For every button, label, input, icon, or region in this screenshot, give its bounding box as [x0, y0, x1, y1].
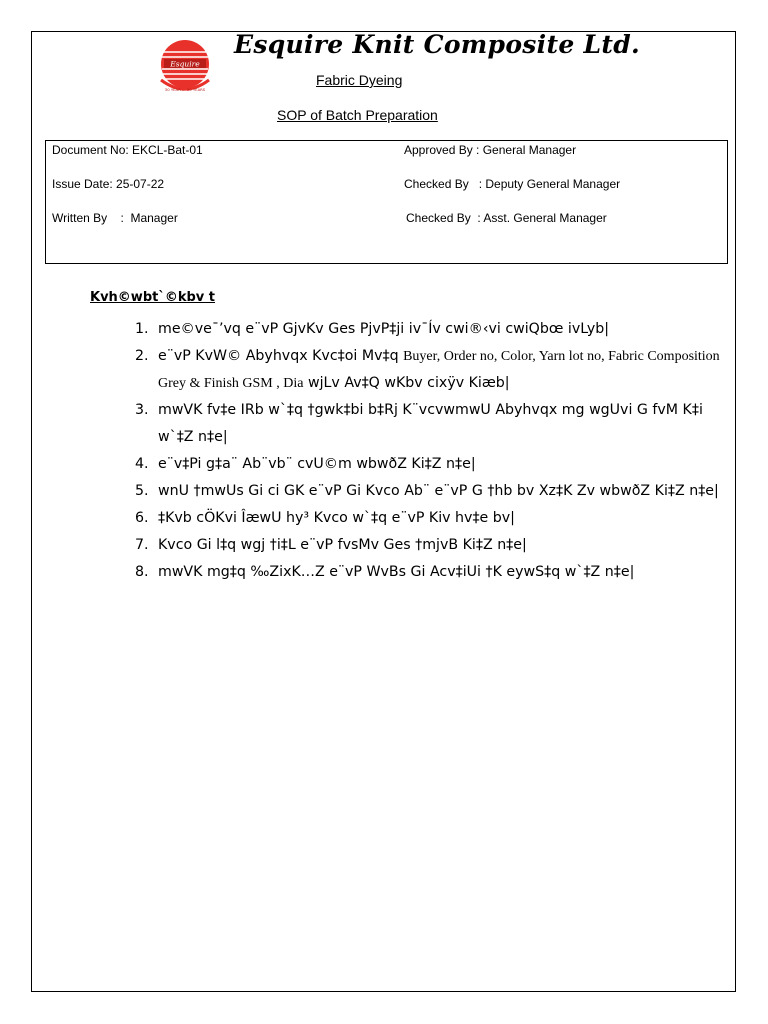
company-name: Esquire Knit Composite Ltd.: [234, 30, 641, 59]
procedure-step: [135, 316, 725, 343]
step-number: 1.: [135, 321, 149, 337]
step-number: 5.: [135, 483, 149, 499]
document-title: SOP of Batch Preparation: [277, 107, 438, 123]
step-number: 6.: [135, 510, 149, 526]
checked-by-asst: Checked By : Asst. General Manager: [406, 211, 607, 225]
document-number: Document No: EKCL-Bat-01: [52, 143, 203, 157]
step-number: 4.: [135, 456, 149, 472]
procedure-step: [135, 451, 725, 478]
issue-date: Issue Date: 25-07-22: [52, 177, 165, 191]
step-text: me©ve¯’vq e¨vP GjvKv Ges PjvP‡ji iv¯Ív cwi®‹vi cwiQbœ ivLyb|: [158, 321, 609, 337]
company-logo-icon: [155, 38, 215, 94]
procedure-step: [135, 397, 725, 451]
procedure-step: [135, 478, 725, 505]
procedure-list: [135, 316, 725, 586]
logo-ring-text: 30 YEAR ... 30 YEARS: [164, 87, 206, 92]
step-text: wnU †mwUs Gi ci GK e¨vP Gi Kvco Ab¨ e¨vP G †hb bv Xz‡K Zv wbwðZ Ki‡Z n‡e|: [158, 483, 719, 499]
step-text-english: Buyer, Order no, Color, Yarn lot no, Fabric Composition Grey & Finish GSM , Dia: [158, 349, 720, 391]
step-number: 3.: [135, 402, 149, 418]
step-number: 8.: [135, 564, 149, 580]
step-text: e¨vP KvW© Abyhvqx Kvc‡oi Mv‡q: [158, 348, 404, 364]
procedure-step: [135, 505, 725, 532]
procedure-step: [135, 559, 725, 586]
procedure-step: [135, 343, 725, 397]
step-number: 2.: [135, 348, 149, 364]
step-text: wjLv Av‡Q wKbv cixÿv Kiæb|: [303, 375, 510, 391]
checked-by-deputy: Checked By : Deputy General Manager: [404, 177, 621, 191]
procedure-heading: Kvh©wbt`©kbv t: [90, 290, 215, 305]
department-subtitle: Fabric Dyeing: [316, 72, 403, 88]
step-text: mwVK mg‡q ‰ZixK…Z e¨vP WvBs Gi Acv‡iUi †K eywS‡q w`‡Z n‡e|: [158, 564, 635, 580]
step-text: mwVK fv‡e IRb w`‡q †gwk‡bi b‡Rj K¨vcvwmwU Abyhvqx mg wgUvi G fvM K‡i w`‡Z n‡e|: [158, 402, 703, 445]
logo-text: Esquire: [170, 59, 200, 69]
step-text: e¨v‡Pi g‡a¨ Ab¨vb¨ cvU©m wbwðZ Ki‡Z n‡e|: [158, 456, 476, 472]
step-number: 7.: [135, 537, 149, 553]
procedure-step: [135, 532, 725, 559]
written-by: Written By : Manager: [52, 211, 178, 225]
step-text: Kvco Gi l‡q wgj †i‡L e¨vP fvsMv Ges †mjvB Ki‡Z n‡e|: [158, 537, 527, 553]
step-text: ‡Kvb cÖKvi ÎæwU hy³ Kvco w`‡q e¨vP Kiv hv‡e bv|: [158, 510, 515, 526]
document-info-box: [45, 140, 728, 264]
approved-by: Approved By : General Manager: [404, 143, 577, 157]
